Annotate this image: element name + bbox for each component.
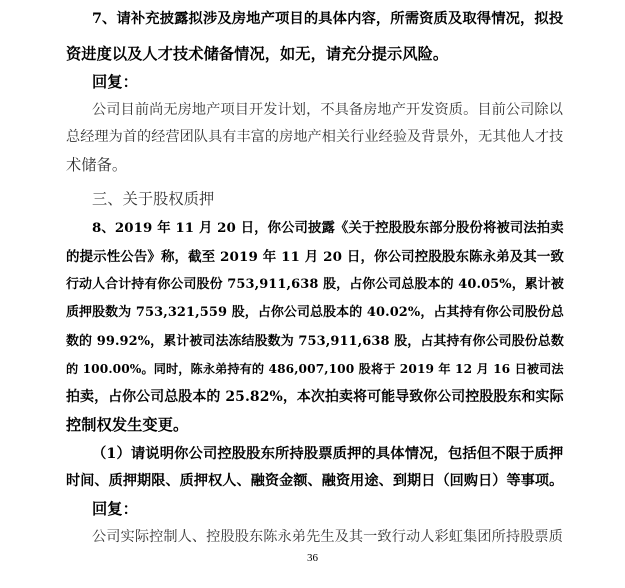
question-8-line-4: 质押股数为 753,321,559 股，占你公司总股本的 40.02%，占其持有你公司股份总 bbox=[66, 305, 564, 320]
question-7-line-2: 资进度以及人才技术储备情况，如无，请充分提示风险。 bbox=[66, 45, 449, 63]
answer-7-line-3: 术储备。 bbox=[66, 156, 128, 174]
page-number: 36 bbox=[307, 552, 318, 564]
question-8-line-2: 的提示性公告》称，截至 2019 年 11 月 20 日，你公司控股股东陈永弟及其一致 bbox=[66, 249, 565, 265]
question-8-1-line-1: （1）请说明你公司控股股东所持股票质押的具体情况，包括但不限于质押 bbox=[92, 446, 564, 462]
question-8-line-1: 8、2019 年 11 月 20 日，你公司披露《关于控股股东部分股份将被司法拍卖 bbox=[92, 220, 564, 236]
answer-8-line-1: 公司实际控制人、控股股东陈永弟先生及其一致行动人彩虹集团所持股票质 bbox=[92, 529, 563, 545]
question-8-1-line-2: 时间、质押期限、质押权人、融资金额、融资用途、到期日（回购日）等事项。 bbox=[66, 473, 564, 489]
answer-7-line-1: 公司目前尚无房地产项目开发计划，不具备房地产开发资质。目前公司除以 bbox=[92, 102, 563, 118]
section-3-heading: 三、关于股权质押 bbox=[92, 190, 215, 208]
question-8-line-3: 行动人合计持有你公司股份 753,911,638 股，占你公司总股本的 40.05%，累计被 bbox=[66, 277, 564, 292]
question-8-line-5: 数的 99.92%，累计被司法冻结股数为 753,911,638 股，占其持有你公司股份总数 bbox=[66, 334, 564, 349]
question-8-line-6: 的 100.00%。同时，陈永弟持有的 486,007,100 股将于 2019 年 12 月 16 日被司法 bbox=[66, 362, 564, 376]
reply-label: 回复： bbox=[92, 500, 138, 518]
question-7-line-1: 7、请补充披露拟涉及房地产项目的具体内容，所需资质及取得情况，拟投 bbox=[92, 11, 564, 27]
answer-7-line-2: 总经理为首的经营团队具有丰富的房地产相关行业经验及背景外，无其他人才技 bbox=[66, 129, 564, 145]
question-8-line-7: 拍卖，占你公司总股本的 25.82%，本次拍卖将可能导致你公司控股股东和实际 bbox=[66, 389, 564, 405]
reply-label: 回复： bbox=[92, 73, 138, 91]
question-8-line-8: 控制权发生变更。 bbox=[66, 416, 189, 434]
